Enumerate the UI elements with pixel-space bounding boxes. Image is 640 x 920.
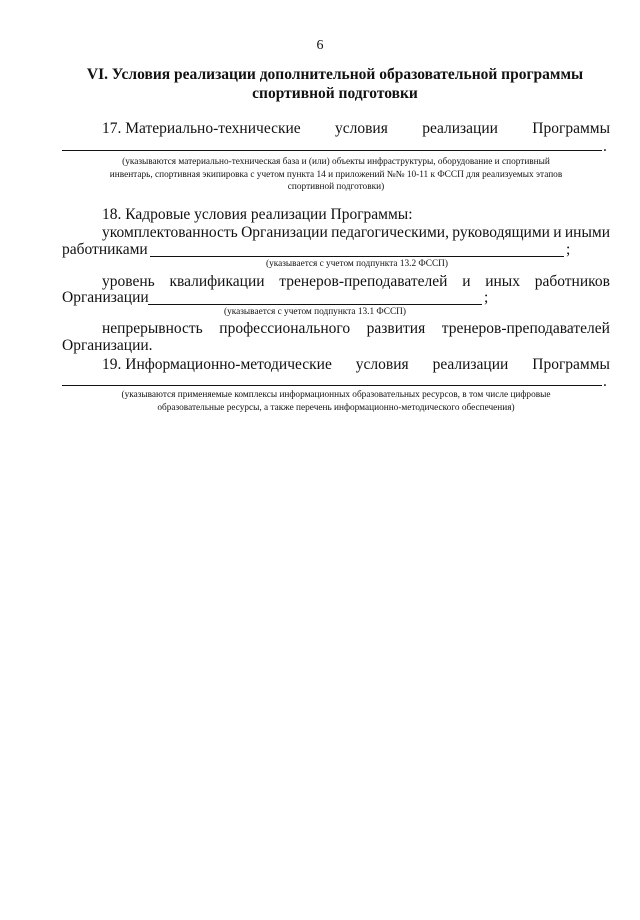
item17-word: условия [335, 120, 388, 137]
item19-note-line1: (указываются применяемые комплексы информационных образовательных ресурсов, в том числе цифровые [121, 390, 551, 400]
staffing-fill-line [150, 242, 564, 257]
qualification-line [102, 273, 610, 291]
qualification-cont: Организации [62, 289, 149, 306]
staffing-word: педагогическими, [331, 224, 449, 241]
item17-word: Программы [532, 120, 610, 137]
item19-note [60, 389, 612, 414]
item19-word: реализации [432, 356, 509, 373]
item17-end-mark: . [603, 138, 607, 155]
item17-word: 17. Материально-технические [102, 120, 301, 137]
development-cont: Организации. [62, 337, 153, 354]
staffing-word: руководящими [452, 224, 550, 241]
item19-word: Программы [532, 356, 610, 373]
staffing-word: иными [564, 224, 610, 241]
staffing-note: (указывается с учетом подпункта 13.2 ФССП) [266, 259, 448, 269]
development-word: профессионального [219, 320, 351, 337]
section-title-line2: спортивной подготовки [252, 85, 418, 102]
item19-word: условия [355, 356, 409, 373]
qualification-fill-line [148, 290, 482, 305]
qualification-word: работников [534, 273, 610, 290]
item17-word: реализации [422, 120, 498, 137]
development-word: тренеров-преподавателей [441, 320, 610, 337]
development-word: развития [366, 320, 426, 337]
item18-heading: 18. Кадровые условия реализации Программы: [102, 206, 413, 223]
page-number: 6 [316, 38, 324, 53]
item19-word: 19. Информационно-методические [102, 356, 332, 373]
staffing-word: и [553, 224, 562, 241]
staffing-end: ; [566, 241, 571, 258]
item17-note-line1: (указываются материально-техническая база и (или) объекты инфраструктуры, оборудование и спортивный [122, 157, 550, 167]
qualification-word: квалификации [169, 273, 265, 290]
staffing-word: укомплектованность [102, 224, 238, 241]
qualification-end: ; [484, 289, 489, 306]
item17-note-line2: инвентарь, спортивная экипировка с учетом пункта 14 и приложений №№ 10-11 к ФССП для реализуемых этапов [109, 169, 563, 180]
qualification-note: (указывается с учетом подпункта 13.1 ФССП) [224, 307, 406, 317]
development-word: непрерывность [102, 320, 203, 337]
qualification-word: тренеров-преподавателей [279, 273, 448, 290]
qualification-word: уровень [102, 273, 155, 290]
qualification-word: иных [485, 273, 520, 290]
staffing-line [102, 224, 610, 242]
item17-note [60, 156, 612, 194]
item19-note-line2: образовательные ресурсы, а также перечень информационно-методического обеспечения) [157, 402, 515, 413]
development-line [102, 320, 610, 338]
staffing-cont: работниками [62, 241, 148, 258]
section-title-line1: VI. Условия реализации дополнительной образовательной программы [86, 66, 584, 83]
item17-note-line3: спортивной подготовки) [287, 182, 385, 192]
staffing-word: Организации [241, 224, 328, 241]
qualification-word: и [462, 273, 471, 290]
item19-end-mark: . [603, 373, 607, 390]
item19-fill-line [62, 371, 602, 386]
item17-fill-line [62, 136, 602, 151]
